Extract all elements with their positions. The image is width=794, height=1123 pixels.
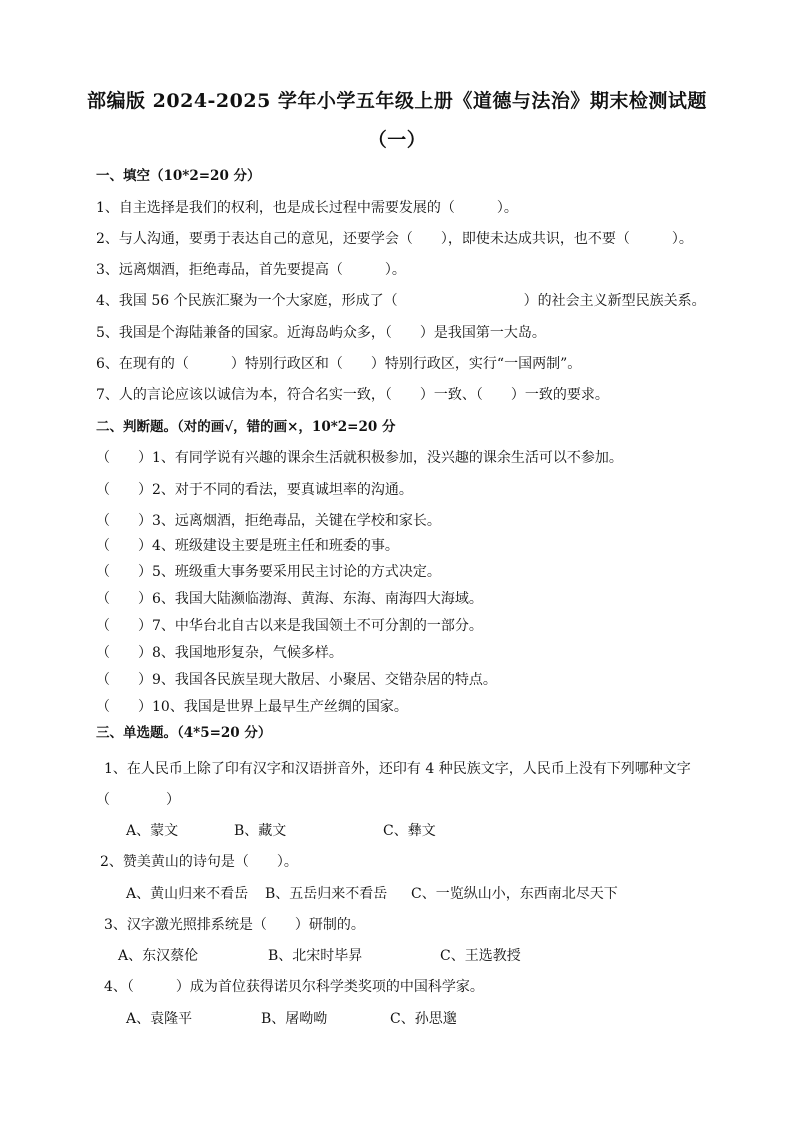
fill-question-7: 7、人的言论应该以诚信为本，符合名实一致，（ ）一致、（ ）一致的要求。	[96, 387, 609, 403]
section2-heading: 二、判断题。（对的画√，错的画×，10*2=20 分	[96, 419, 396, 435]
judge-question-7: （ ）7、中华台北自古以来是我国领土不可分割的一部分。	[96, 618, 483, 634]
choice-4-option-b: B、屠呦呦	[261, 1011, 328, 1027]
document-title: 部编版 2024-2025 学年小学五年级上册《道德与法治》期末检测试题	[87, 90, 707, 112]
choice-question-4: 4、（ ）成为首位获得诺贝尔科学类奖项的中国科学家。	[104, 979, 484, 995]
section1-heading: 一、填空（10*2=20 分）	[96, 168, 261, 184]
judge-question-1: （ ）1、有同学说有兴趣的课余生活就积极参加，没兴趣的课余生活可以不参加。	[96, 450, 623, 466]
fill-question-1: 1、自主选择是我们的权利，也是成长过程中需要发展的（ ）。	[96, 200, 518, 216]
judge-question-4: （ ）4、班级建设主要是班主任和班委的事。	[96, 538, 399, 554]
judge-question-9: （ ）9、我国各民族呈现大散居、小聚居、交错杂居的特点。	[96, 672, 497, 688]
choice-4-option-c: C、孙思邈	[390, 1011, 457, 1027]
choice-3-option-b: B、北宋时毕昇	[268, 948, 363, 964]
judge-question-2: （ ）2、对于不同的看法，要真诚坦率的沟通。	[96, 482, 413, 498]
choice-question-1: 1、在人民币上除了印有汉字和汉语拼音外，还印有 4 种民族文字，人民币上没有下列哪种文字	[104, 761, 691, 777]
judge-question-3: （ ）3、远离烟酒，拒绝毒品，关键在学校和家长。	[96, 513, 441, 529]
choice-2-option-a: A、黄山归来不看岳	[126, 886, 249, 902]
choice-1-option-a: A、蒙文	[126, 823, 179, 839]
judge-question-10: （ ）10、我国是世界上最早生产丝绸的国家。	[96, 699, 408, 715]
judge-question-8: （ ）8、我国地形复杂，气候多样。	[96, 645, 343, 661]
choice-1-option-b: B、藏文	[234, 823, 287, 839]
choice-1-option-c: C、彝文	[383, 823, 436, 839]
choice-question-2: 2、赞美黄山的诗句是（ ）。	[100, 854, 298, 870]
section3-heading: 三、单选题。（4*5=20 分）	[96, 725, 272, 741]
fill-question-3: 3、远离烟酒，拒绝毒品，首先要提高（ ）。	[96, 262, 406, 278]
fill-question-5: 5、我国是个海陆兼备的国家。近海岛屿众多，（ ）是我国第一大岛。	[96, 325, 546, 341]
document-subtitle: （一）	[367, 129, 427, 151]
choice-4-option-a: A、袁隆平	[126, 1011, 193, 1027]
choice-3-option-c: C、王选教授	[440, 948, 521, 964]
choice-2-option-c: C、一览纵山小，东西南北尽天下	[411, 886, 618, 902]
choice-3-option-a: A、东汉蔡伦	[118, 948, 199, 964]
judge-question-6: （ ）6、我国大陆濒临渤海、黄海、东海、南海四大海域。	[96, 591, 483, 607]
fill-question-6: 6、在现有的（ ）特别行政区和（ ）特别行政区，实行“一国两制”。	[96, 356, 582, 372]
fill-question-2: 2、与人沟通，要勇于表达自己的意见，还要学会（ ），即使未达成共识，也不要（ ）。	[96, 231, 693, 247]
choice-question-1-blank: （ ）	[96, 792, 180, 808]
choice-2-option-b: B、五岳归来不看岳	[265, 886, 388, 902]
choice-question-3: 3、汉字激光照排系统是（ ）研制的。	[104, 917, 365, 933]
judge-question-5: （ ）5、班级重大事务要采用民主讨论的方式决定。	[96, 564, 441, 580]
fill-question-4: 4、我国 56 个民族汇聚为一个大家庭，形成了（ ）的社会主义新型民族关系。	[96, 293, 706, 309]
